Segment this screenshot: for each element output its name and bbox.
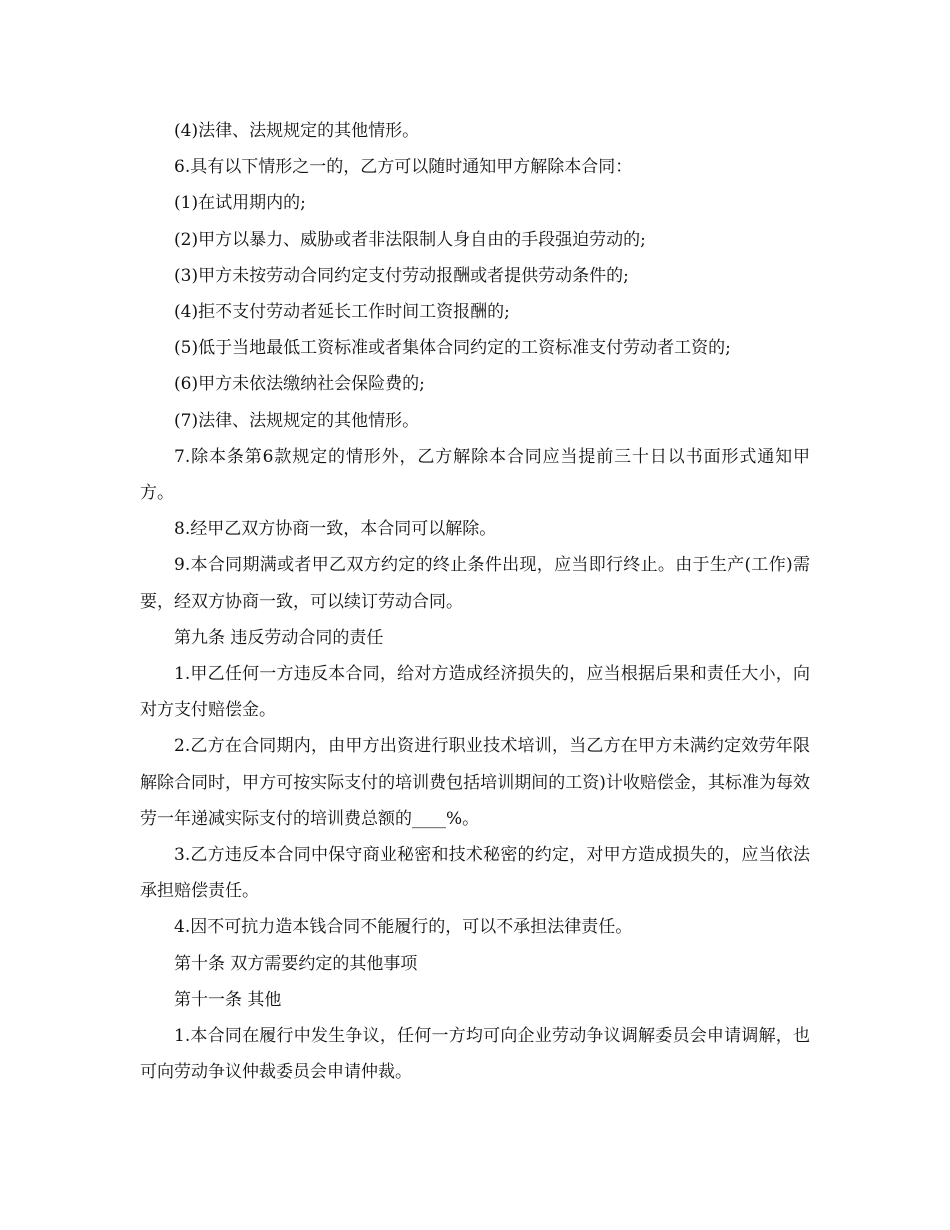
article-9-clause-1: 1.甲乙任何一方违反本合同，给对方造成经济损失的，应当根据后果和责任大小，向对方支付赔偿金。 bbox=[140, 664, 810, 721]
article-11-heading: 第十一条 其他 bbox=[174, 989, 282, 1010]
clause-6-item-5: (5)低于当地最低工资标准或者集体合同约定的工资标准支付劳动者工资的; bbox=[174, 338, 731, 359]
clause-6-item-1: (1)在试用期内的; bbox=[174, 193, 306, 214]
clause-6-item-2: (2)甲方以暴力、威胁或者非法限制人身自由的手段强迫劳动的; bbox=[174, 229, 646, 250]
article-10-heading: 第十条 双方需要约定的其他事项 bbox=[174, 953, 418, 974]
article-9-clause-4: 4.因不可抗力造本钱合同不能履行的，可以不承担法律责任。 bbox=[174, 917, 633, 938]
clause-6-intro: 6.具有以下情形之一的，乙方可以随时通知甲方解除本合同： bbox=[174, 157, 633, 178]
clause-6-item-7: (7)法律、法规规定的其他情形。 bbox=[174, 410, 420, 431]
article-9-clause-3: 3.乙方违反本合同中保守商业秘密和技术秘密的约定，对甲方造成损失的，应当依法承担赔偿责任。 bbox=[140, 845, 810, 902]
clause-7: 7.除本条第6款规定的情形外，乙方解除本合同应当提前三十日以书面形式通知甲方。 bbox=[140, 446, 810, 504]
clause-6-item-4: (4)拒不支付劳动者延长工作时间工资报酬的; bbox=[174, 302, 510, 323]
article-11-clause-1: 1.本合同在履行中发生争议，任何一方均可向企业劳动争议调解委员会申请调解，也可向劳动争议仲裁委员会申请仲裁。 bbox=[140, 1026, 810, 1083]
clause-8: 8.经甲乙双方协商一致，本合同可以解除。 bbox=[174, 519, 497, 540]
clause-6-item-3: (3)甲方未按劳动合同约定支付劳动报酬或者提供劳动条件的; bbox=[174, 265, 629, 286]
clause-6-item-6: (6)甲方未依法缴纳社会保险费的; bbox=[174, 374, 425, 395]
clause-9: 9.本合同期满或者甲乙双方约定的终止条件出现，应当即行终止。由于生产(工作)需要，经双方协商一致，可以续订劳动合同。 bbox=[140, 555, 810, 612]
paragraph-item-4-other: (4)法律、法规规定的其他情形。 bbox=[174, 121, 420, 141]
article-9-heading: 第九条 违反劳动合同的责任 bbox=[174, 627, 384, 648]
document-body bbox=[140, 113, 810, 1090]
article-9-clause-2: 2.乙方在合同期内，由甲方出资进行职业技术培训，当乙方在甲方未满约定效劳年限解除合同时，甲方可按实际支付的培训费包括培训期间的工资)计收赔偿金，其标准为每效劳一年递减实际支付的培训费总额的____%。 bbox=[140, 736, 810, 829]
